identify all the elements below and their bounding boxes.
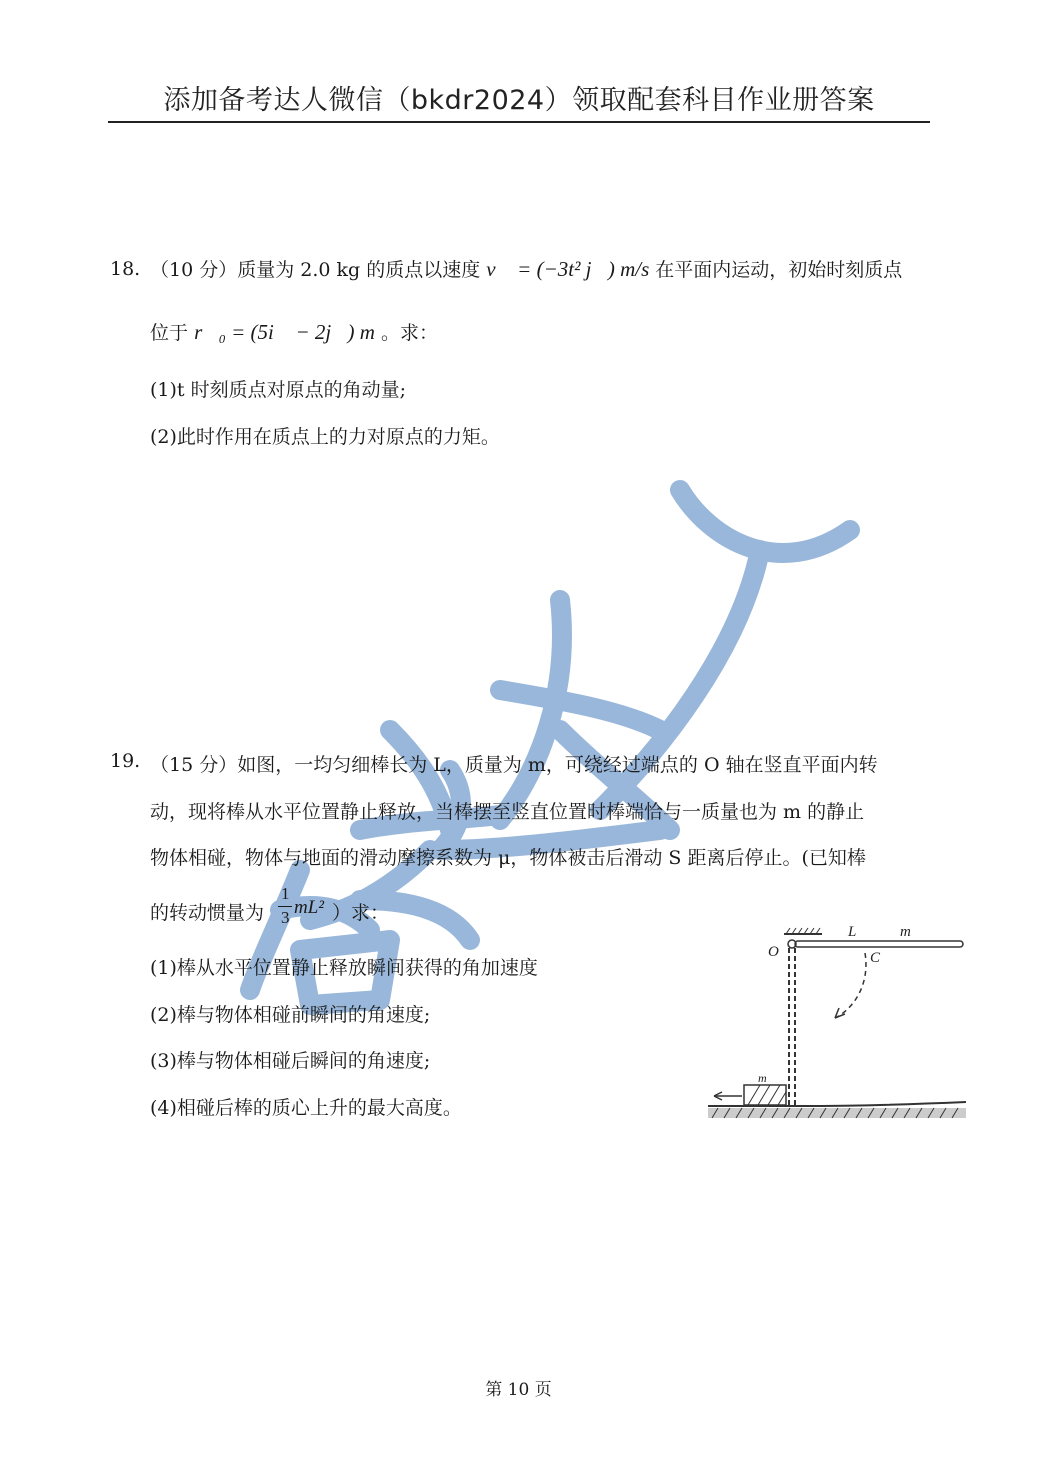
inertia-fraction-bar [278,906,292,907]
watermark-stroke [500,600,562,820]
q18-position-expression: r⃗₀ = (5i⃗ − 2j⃗) m [194,320,375,344]
inertia-fraction-denominator: 3 [281,908,290,927]
watermark-text: 备考达人 [240,455,305,474]
ground-line [708,1102,966,1106]
q19-line4 [150,898,264,925]
label-L: L [848,924,857,940]
block-hatch [748,1085,786,1105]
q19-line4-b: ）求： [332,902,390,924]
page-header-title: 添加备考达人微信（bkdr2024）领取配套科目作业册答案 [163,85,875,116]
q18-line2-tail: 。求： [381,322,439,344]
q18-line1 [150,255,902,282]
q19-part4: (4)相碰后棒的质心上升的最大高度。 [150,1097,462,1119]
q19-line2: 动，现将棒从水平位置静止释放，当棒摆至竖直位置时棒端恰与一质量也为 m 的静止 [150,801,865,823]
q18-line1-text: （10 分）质量为 2.0 kg 的质点以速度 [150,259,481,281]
swing-arc [835,953,866,1018]
header-divider [108,121,930,123]
q19-line4-a: 的转动惯量为 [150,902,265,924]
rod [795,941,963,947]
inertia-expression: mL² [294,897,324,918]
label-m-rod: m [900,924,911,940]
label-C: C [870,950,881,966]
label-m-block: m [758,1071,767,1085]
q19-number: 19. [110,750,141,772]
q18-part1: (1)t 时刻质点对原点的角动量; [150,379,406,401]
q18-part2: (2)此时作用在质点上的力对原点的力矩。 [150,426,500,448]
watermark-stroke [680,490,850,553]
q19-part3: (3)棒与物体相碰后瞬间的角速度; [150,1050,431,1072]
q19-part2: (2)棒与物体相碰前瞬间的角速度; [150,1004,431,1026]
q18-number: 18. [110,258,141,280]
q18-line2-text: 位于 [150,322,189,344]
q19-line3: 物体相碰，物体与地面的滑动摩擦系数为 μ，物体被击后滑动 S 距离后停止。(已知棒 [150,847,866,869]
q18-line2 [150,318,438,345]
page-footer: 第 10 页 [485,1380,552,1400]
q19-line1: （15 分）如图，一均匀细棒长为 L，质量为 m，可绕经过端点的 O 轴在竖直平面内转 [150,754,878,776]
q18-line1-tail: 在平面内运动，初始时刻质点 [655,259,903,281]
label-O: O [768,944,779,960]
watermark-stroke [500,690,660,730]
rod-diagram [700,918,970,1128]
q19-part1: (1)棒从水平位置静止释放瞬间获得的角加速度 [150,957,538,979]
inertia-fraction-numerator: 1 [281,884,290,903]
q18-velocity-expression: v⃗ = (−3t² j⃗) m/s [486,257,650,281]
